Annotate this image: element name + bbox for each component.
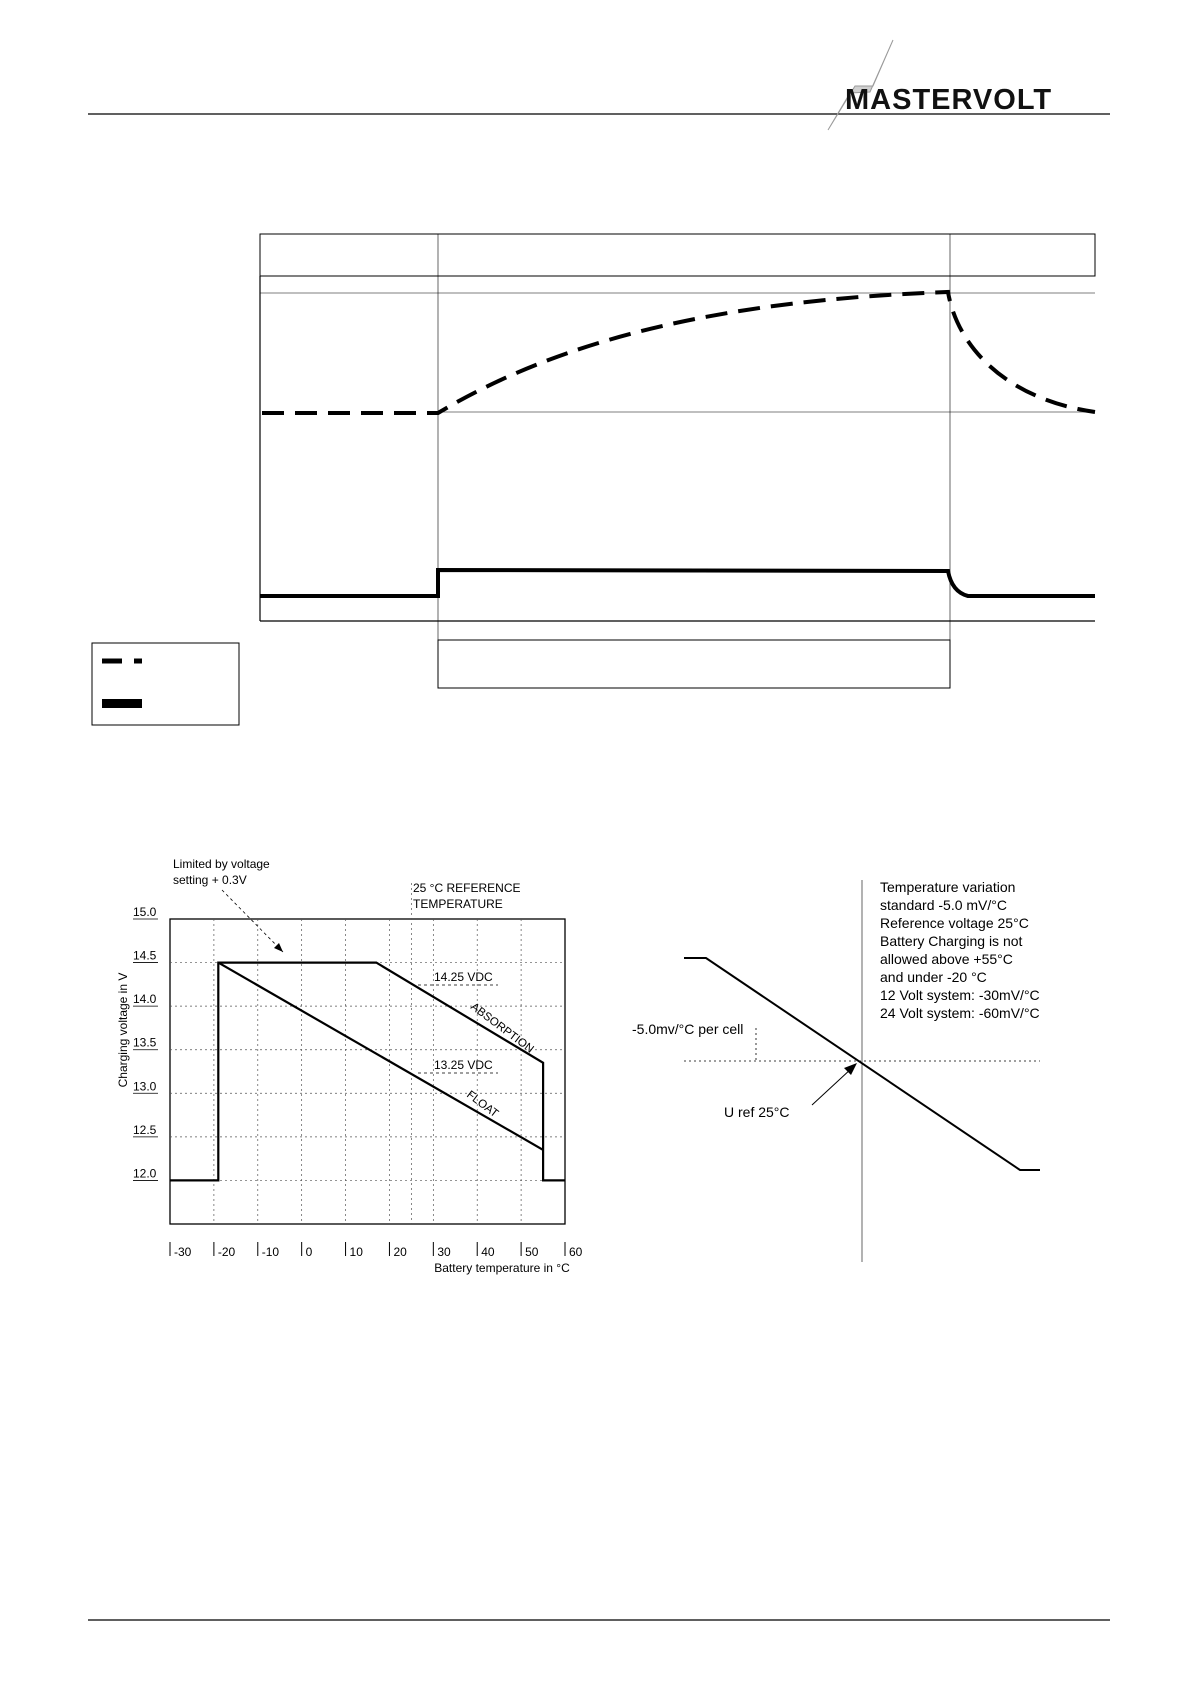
- phase-footer-box: [438, 640, 950, 688]
- mastervolt-logo: [828, 40, 1052, 130]
- header: [88, 40, 1110, 130]
- y-tick-labels: [133, 905, 158, 1180]
- x-axis-label: Battery temperature in °C: [434, 1261, 570, 1275]
- float-label: FLOAT: [464, 1088, 501, 1121]
- x-tick-label: 10: [349, 1245, 363, 1259]
- annotation-reference-line1: 25 °C REFERENCE: [413, 881, 521, 895]
- current-curve: [260, 570, 1095, 596]
- series-absorption: [170, 963, 565, 1181]
- info-line: standard -5.0 mV/°C: [880, 897, 1007, 913]
- brand-name: MASTERVOLT: [845, 84, 1053, 116]
- uref-arrow: [812, 1068, 852, 1105]
- compensation-schematic: [632, 879, 1040, 1262]
- y-tick-label: 12.0: [133, 1166, 157, 1181]
- legend-box: [92, 643, 239, 725]
- phase-header-box: [260, 234, 1095, 276]
- y-tick-label: 14.5: [133, 948, 157, 963]
- info-line: Battery Charging is not: [880, 933, 1023, 949]
- charge-cycle-diagram: [260, 234, 1095, 688]
- y-axis-label: Charging voltage in V: [116, 972, 130, 1088]
- float-value: 13.25 VDC: [434, 1058, 493, 1072]
- annotation-limited-line1: Limited by voltage: [173, 857, 270, 871]
- x-tick-label: 30: [437, 1245, 451, 1259]
- annotation-limited-line2: setting + 0.3V: [173, 873, 247, 887]
- info-line: 24 Volt system: -60mV/°C: [880, 1005, 1040, 1021]
- uref-label: U ref 25°C: [724, 1104, 790, 1120]
- absorption-value: 14.25 VDC: [434, 970, 493, 984]
- y-tick-label: 15.0: [133, 905, 157, 919]
- series-float: [218, 963, 543, 1150]
- y-tick-label: 12.5: [133, 1122, 157, 1137]
- y-tick-label: 13.0: [133, 1079, 157, 1094]
- x-tick-label: 60: [569, 1245, 583, 1259]
- horizontal-gridlines: [170, 963, 565, 1181]
- y-tick-label: 14.0: [133, 992, 157, 1007]
- legend: [92, 643, 239, 725]
- y-tick-label: 13.5: [133, 1035, 157, 1050]
- info-line: and under -20 °C: [880, 969, 987, 985]
- x-tick-label: 20: [393, 1245, 407, 1259]
- x-tick-label: 0: [305, 1245, 313, 1259]
- info-line: Temperature variation: [880, 879, 1016, 895]
- series-lines: [170, 963, 565, 1181]
- temperature-compensation-chart: [116, 857, 583, 1275]
- x-tick-label: 40: [481, 1245, 495, 1259]
- x-tick-label: 50: [525, 1245, 539, 1259]
- annotation-limited-arrowhead: [274, 943, 283, 952]
- x-tick-label: -30: [174, 1245, 192, 1259]
- legend-solid-swatch: [102, 699, 142, 708]
- vertical-gridlines: [214, 883, 521, 1224]
- x-tick-labels: [170, 1242, 583, 1259]
- info-line: allowed above +55°C: [880, 951, 1013, 967]
- info-line: Reference voltage 25°C: [880, 915, 1029, 931]
- info-line: 12 Volt system: -30mV/°C: [880, 987, 1040, 1003]
- plot-frame: [170, 919, 565, 1224]
- temperature-variation-notes: [880, 879, 1040, 1021]
- annotation-reference-line2: TEMPERATURE: [413, 897, 503, 911]
- x-tick-label: -10: [261, 1245, 280, 1259]
- absorption-label: ABSORPTION: [468, 1000, 536, 1056]
- per-cell-label: -5.0mv/°C per cell: [632, 1021, 744, 1037]
- annotation-limited-arrow: [222, 890, 283, 952]
- x-tick-label: -20: [217, 1245, 236, 1259]
- voltage-curve: [262, 292, 1095, 413]
